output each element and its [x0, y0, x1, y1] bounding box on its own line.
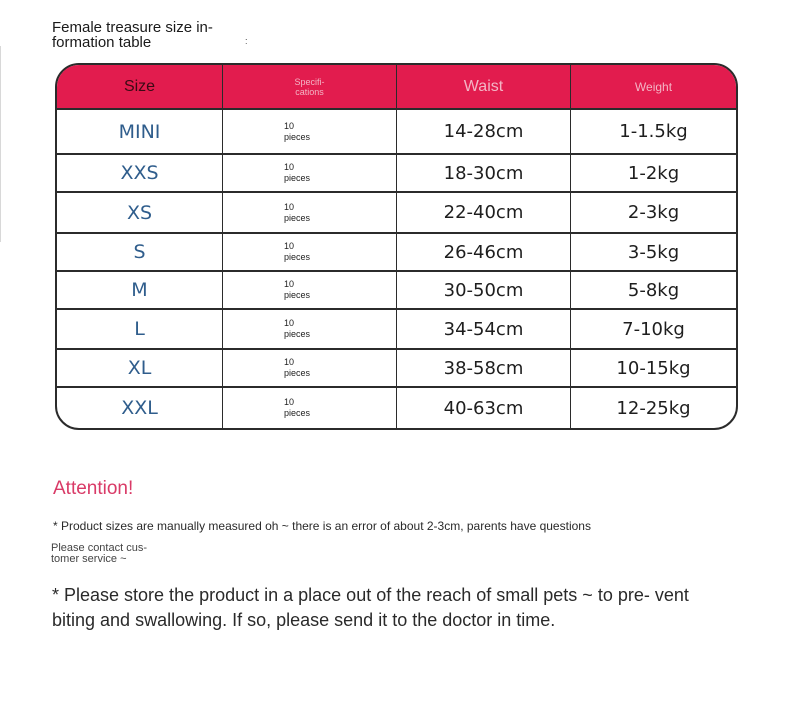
- weight-cell: [571, 350, 736, 386]
- table-row: [57, 388, 736, 428]
- size-cell: [57, 310, 223, 348]
- spec-value: [284, 241, 310, 263]
- spec-value: [284, 121, 310, 143]
- size-cell: [57, 193, 223, 232]
- spec-unit: pieces: [284, 408, 311, 418]
- header-weight: Weight: [634, 79, 673, 94]
- spec-unit: pieces: [284, 329, 311, 339]
- weight-value: 5-8kg: [627, 279, 680, 301]
- size-cell: [57, 272, 223, 308]
- page-title: Female treasure size in- formation table: [52, 19, 213, 51]
- spec-unit: pieces: [284, 131, 311, 142]
- weight-cell: [571, 310, 736, 348]
- waist-value: 30-50cm: [443, 279, 524, 301]
- header-waist-cell: [397, 65, 571, 108]
- left-edge-mark: [0, 46, 1, 242]
- spec-value: [284, 397, 310, 419]
- spec-cell: [223, 310, 397, 348]
- spec-unit: pieces: [284, 212, 311, 223]
- spec-count: 10: [284, 318, 295, 328]
- weight-cell: [571, 272, 736, 308]
- spec-unit: pieces: [284, 252, 311, 262]
- weight-value: 3-5kg: [627, 241, 680, 263]
- spec-count: 10: [284, 279, 295, 289]
- table-row: [57, 350, 736, 388]
- spec-count: 10: [284, 397, 295, 407]
- table-row: [57, 155, 736, 193]
- table-row: [57, 310, 736, 350]
- spec-cell: [223, 193, 397, 232]
- size-cell: [57, 350, 223, 386]
- measurement-note: * Product sizes are manually measured oh ~ there is an error of about 2-3cm, parents have questions: [53, 519, 591, 533]
- waist-cell: [397, 110, 571, 153]
- waist-value: 14-28cm: [443, 121, 524, 142]
- spec-cell: [223, 388, 397, 428]
- attention-heading: Attention!: [53, 478, 134, 499]
- spec-count: 10: [284, 357, 295, 367]
- weight-value: 1-2kg: [627, 162, 680, 184]
- size-cell: [57, 234, 223, 270]
- waist-value: 40-63cm: [443, 397, 524, 419]
- header-waist: Waist: [463, 77, 504, 95]
- spec-count: 10: [284, 120, 295, 131]
- weight-cell: [571, 110, 736, 153]
- table-row: [57, 193, 736, 234]
- weight-value: 12-25kg: [616, 397, 691, 419]
- spec-count: 10: [284, 201, 295, 212]
- waist-value: 34-54cm: [443, 318, 524, 340]
- size-value: XL: [127, 357, 152, 379]
- spec-count: 10: [284, 241, 295, 251]
- waist-cell: [397, 272, 571, 308]
- storage-warning: * Please store the product in a place out of the reach of small pets ~ to pre- vent biting and swallowing. If so, please send it to the doctor in time.: [52, 585, 689, 630]
- spec-value: [284, 162, 310, 184]
- weight-value: 1-1.5kg: [619, 121, 688, 142]
- spec-cell: [223, 350, 397, 386]
- waist-cell: [397, 310, 571, 348]
- table-row: [57, 234, 736, 272]
- spec-cell: [223, 155, 397, 191]
- spec-unit: pieces: [284, 290, 311, 300]
- size-table: [55, 63, 738, 430]
- header-size-cell: [57, 65, 223, 108]
- waist-cell: [397, 193, 571, 232]
- waist-cell: [397, 388, 571, 428]
- contact-note: Please contact cus- tomer service ~: [51, 542, 147, 565]
- table-header-row: [57, 65, 736, 110]
- spec-cell: [223, 234, 397, 270]
- weight-cell: [571, 234, 736, 270]
- waist-value: 22-40cm: [443, 202, 524, 223]
- spec-count: 10: [284, 162, 295, 172]
- waist-cell: [397, 350, 571, 386]
- waist-value: 18-30cm: [443, 162, 524, 184]
- spec-unit: pieces: [284, 173, 311, 183]
- weight-cell: [571, 155, 736, 191]
- size-value: M: [131, 279, 148, 301]
- size-cell: [57, 155, 223, 191]
- size-cell: [57, 110, 223, 153]
- size-value: L: [134, 318, 145, 340]
- header-specifications: Specifi- cations: [294, 76, 325, 97]
- waist-value: 26-46cm: [443, 241, 524, 263]
- size-value: S: [133, 241, 146, 263]
- size-value: XXS: [120, 162, 159, 184]
- size-value: XS: [126, 201, 153, 224]
- spec-value: [284, 202, 310, 224]
- header-size: Size: [123, 77, 156, 95]
- size-value: MINI: [118, 120, 161, 143]
- waist-cell: [397, 234, 571, 270]
- spec-unit: pieces: [284, 368, 311, 378]
- title-mark: :: [245, 36, 248, 46]
- weight-value: 10-15kg: [616, 357, 691, 379]
- table-row: [57, 272, 736, 310]
- spec-value: [284, 279, 310, 301]
- waist-cell: [397, 155, 571, 191]
- table-row: [57, 110, 736, 155]
- spec-value: [284, 357, 310, 379]
- header-spec-cell: [223, 65, 397, 108]
- size-cell: [57, 388, 223, 428]
- spec-value: [284, 318, 310, 340]
- weight-value: 2-3kg: [627, 202, 680, 223]
- spec-cell: [223, 110, 397, 153]
- header-weight-cell: [571, 65, 736, 108]
- spec-cell: [223, 272, 397, 308]
- waist-value: 38-58cm: [443, 357, 524, 379]
- size-value: XXL: [121, 397, 158, 419]
- weight-cell: [571, 193, 736, 232]
- weight-cell: [571, 388, 736, 428]
- weight-value: 7-10kg: [622, 318, 685, 340]
